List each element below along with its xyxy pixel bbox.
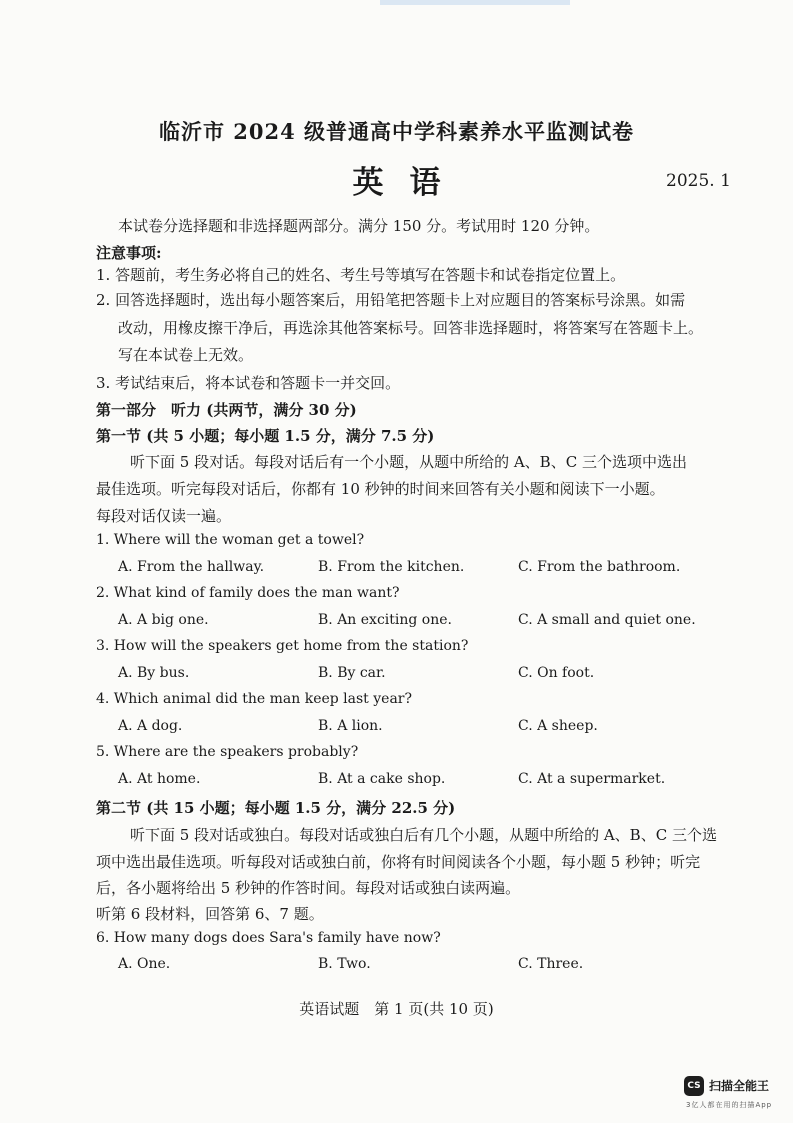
question-5: 5. Where are the speakers probably? — [96, 744, 359, 760]
notice-item-2-line-2: 改动，用橡皮擦干净后，再选涂其他答案标号。回答非选择题时，将答案写在答题卡上。 — [118, 319, 704, 337]
question-5-option-a: A. At home. — [118, 771, 201, 787]
exam-title: 临沂市 2024 级普通高中学科素养水平监测试卷 — [158, 119, 635, 144]
notice-item-3: 3. 考试结束后，将本试卷和答题卡一并交回。 — [96, 374, 401, 392]
notice-item-2-line-3: 写在本试卷上无效。 — [118, 346, 254, 364]
question-6: 6. How many dogs does Sara's family have now? — [96, 930, 441, 946]
question-1-option-a: A. From the hallway. — [118, 559, 265, 575]
question-4-option-c: C. A sheep. — [518, 718, 598, 734]
watermark-tagline: 3亿人都在用的扫描App — [686, 1101, 773, 1109]
section2-heading: 第二节 (共 15 小题；每小题 1.5 分，满分 22.5 分) — [96, 799, 456, 817]
question-3-option-b: B. By car. — [318, 665, 386, 681]
intro-text: 本试卷分选择题和非选择题两部分。满分 150 分。考试用时 120 分钟。 — [118, 217, 600, 235]
page-footer: 英语试题 第 1 页(共 10 页) — [299, 1000, 494, 1018]
camscanner-logo-icon: CS — [684, 1076, 704, 1096]
question-1: 1. Where will the woman get a towel? — [96, 532, 365, 548]
notice-item-2-line-1: 2. 回答选择题时，选出每小题答案后，用铅笔把答题卡上对应题目的答案标号涂黑。如需 — [96, 291, 686, 309]
question-2-option-a: A. A big one. — [118, 612, 209, 628]
watermark-app-name: 扫描全能王 — [709, 1079, 770, 1093]
scan-edge-artifact — [380, 0, 570, 5]
notice-heading: 注意事项: — [96, 244, 162, 262]
question-3: 3. How will the speakers get home from the station? — [96, 638, 469, 654]
notice-item-1: 1. 答题前，考生务必将自己的姓名、考生号等填写在答题卡和试卷指定位置上。 — [96, 266, 626, 284]
question-4-option-b: B. A lion. — [318, 718, 383, 734]
section1-heading: 第一节 (共 5 小题；每小题 1.5 分，满分 7.5 分) — [96, 427, 435, 445]
exam-date: 2025. 1 — [666, 171, 731, 191]
section2-instruction-line-1: 听下面 5 段对话或独白。每段对话或独白后有几个小题，从题中所给的 A、B、C 三个选 — [130, 826, 717, 844]
question-6-option-a: A. One. — [118, 956, 171, 972]
question-2: 2. What kind of family does the man want? — [96, 585, 400, 601]
subject-title: 英语 — [352, 165, 467, 201]
question-3-option-c: C. On foot. — [518, 665, 595, 681]
section2-instruction-line-3: 后，各小题将给出 5 秒钟的作答时间。每段对话或独白读两遍。 — [96, 879, 521, 897]
part1-heading: 第一部分 听力 (共两节，满分 30 分) — [96, 401, 357, 419]
question-5-option-c: C. At a supermarket. — [518, 771, 666, 787]
section1-instruction-line-2: 最佳选项。听完每段对话后，你都有 10 秒钟的时间来回答有关小题和阅读下一小题。 — [96, 480, 665, 498]
question-2-option-b: B. An exciting one. — [318, 612, 452, 628]
question-2-option-c: C. A small and quiet one. — [518, 612, 696, 628]
question-3-option-a: A. By bus. — [118, 665, 190, 681]
section1-instruction-line-1: 听下面 5 段对话。每段对话后有一个小题，从题中所给的 A、B、C 三个选项中选出 — [130, 453, 687, 471]
question-1-option-b: B. From the kitchen. — [318, 559, 465, 575]
question-1-option-c: C. From the bathroom. — [518, 559, 681, 575]
question-6-option-b: B. Two. — [318, 956, 371, 972]
section1-instruction-line-3: 每段对话仅读一遍。 — [96, 507, 232, 525]
question-5-option-b: B. At a cake shop. — [318, 771, 446, 787]
question-4: 4. Which animal did the man keep last year? — [96, 691, 412, 707]
scanner-watermark — [684, 1076, 784, 1116]
material-6-instruction: 听第 6 段材料，回答第 6、7 题。 — [96, 905, 324, 923]
section2-instruction-line-2: 项中选出最佳选项。听每段对话或独白前，你将有时间阅读各个小题，每小题 5 秒钟；听完 — [96, 853, 701, 871]
question-4-option-a: A. A dog. — [118, 718, 183, 734]
question-6-option-c: C. Three. — [518, 956, 584, 972]
